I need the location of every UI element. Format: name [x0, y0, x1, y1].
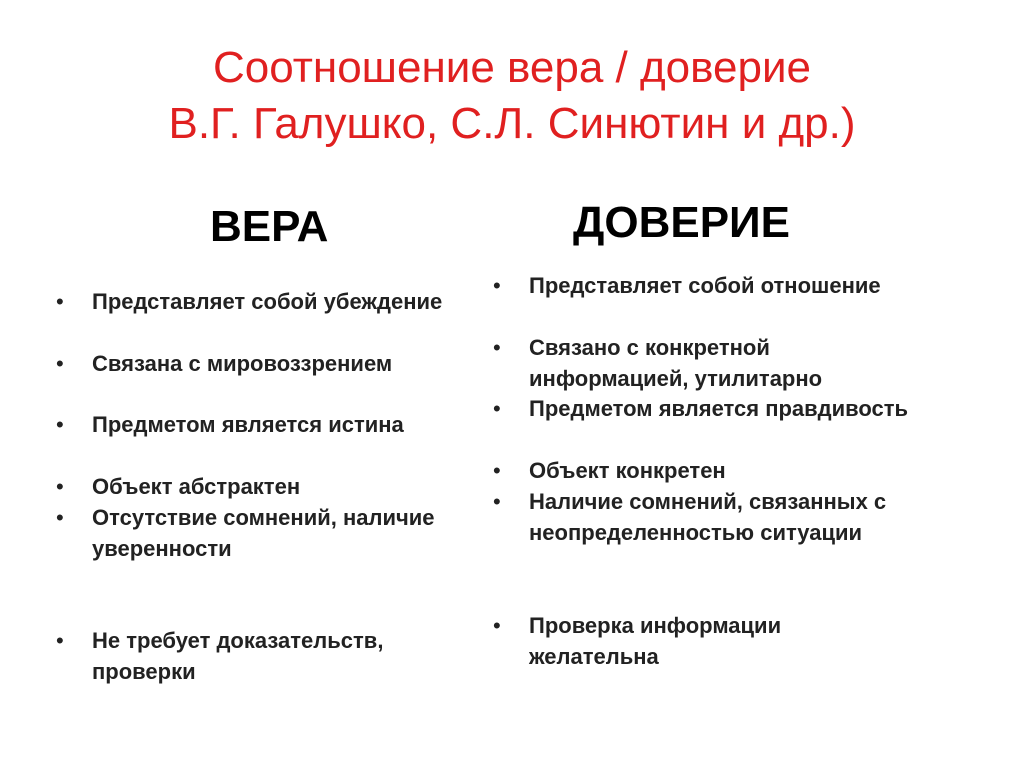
doverie-item-text: Наличие сомнений, связанных с неопределенностью ситуации: [529, 489, 887, 545]
vera-item: [56, 502, 492, 564]
bullet-icon: •: [493, 273, 501, 298]
doverie-item-text: Предметом является правдивость: [529, 396, 909, 421]
vera-item: [56, 286, 492, 317]
vera-item-text: Объект абстрактен: [92, 474, 301, 499]
bullet-icon: •: [56, 412, 64, 437]
vera-item-text: Предметом является истина: [92, 412, 404, 437]
bullet-icon: •: [56, 289, 64, 314]
vera-heading: ВЕРА: [210, 202, 329, 251]
doverie-item-text: Связано с конкретной информацией, утилитарно: [529, 335, 823, 391]
bullet-icon: •: [56, 474, 64, 499]
doverie-list: [493, 0, 1013, 767]
slide-title-line-1: Соотношение вера / доверие: [213, 43, 811, 92]
slide-title-line-2: В.Г. Галушко, С.Л. Синютин и др.): [168, 99, 856, 148]
bullet-icon: •: [56, 351, 64, 376]
bullet-icon: •: [493, 489, 501, 514]
vera-item: [56, 409, 492, 440]
vera-item-text: Представляет собой убеждение: [92, 289, 443, 314]
bullet-icon: •: [493, 335, 501, 360]
doverie-item-text: Проверка информации желательна: [529, 613, 782, 669]
doverie-item: [493, 393, 909, 424]
doverie-item: [493, 270, 909, 301]
doverie-item: [493, 486, 909, 548]
bullet-icon: •: [493, 613, 501, 638]
doverie-item: [493, 610, 909, 672]
doverie-item: [493, 332, 909, 394]
doverie-item-text: Представляет собой отношение: [529, 273, 881, 298]
bullet-icon: •: [493, 458, 501, 483]
vera-item: [56, 625, 492, 687]
vera-item-text: Отсутствие сомнений, наличие уверенности: [92, 505, 435, 561]
bullet-icon: •: [56, 628, 64, 653]
bullet-icon: •: [493, 396, 501, 421]
doverie-heading: ДОВЕРИЕ: [573, 198, 791, 247]
vera-list: [56, 0, 496, 767]
vera-item-text: Связана с мировоззрением: [92, 351, 393, 376]
doverie-item: [493, 455, 909, 486]
vera-item: [56, 471, 492, 502]
bullet-icon: •: [56, 505, 64, 530]
vera-item-text: Не требует доказательств, проверки: [92, 628, 384, 684]
doverie-item-text: Объект конкретен: [529, 458, 726, 483]
vera-item: [56, 348, 492, 379]
